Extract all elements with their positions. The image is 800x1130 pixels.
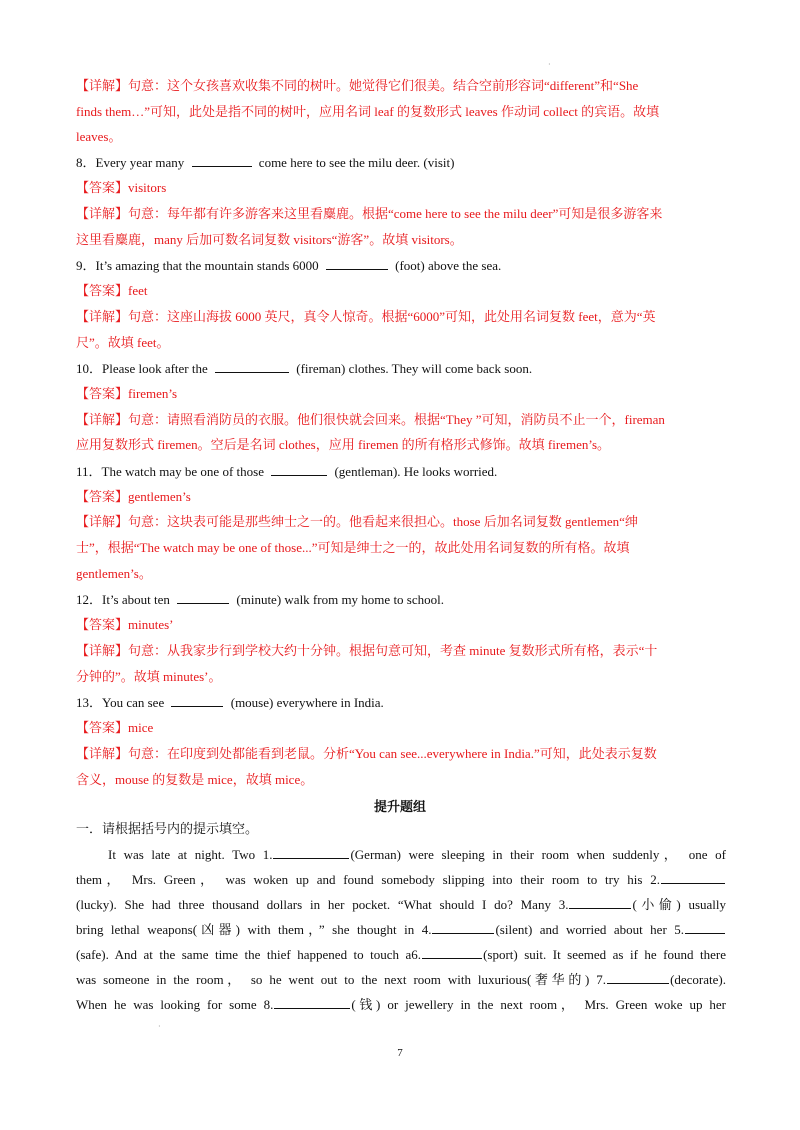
passage-text: It was late at night. Two 1.	[108, 847, 273, 862]
question-text: 13．You can see	[76, 695, 168, 710]
answer-blank	[274, 995, 350, 1009]
answer-line: 【详解】句意：这座山海拔 6000 英尺，真令人惊奇。根据“6000”可知，此处用名词复数 feet，意为“英	[76, 309, 656, 324]
answer-blank	[192, 153, 252, 167]
passage-text: When he was looking for some 8.	[76, 997, 274, 1012]
passage-text: (silent) and worried about her 5.	[495, 922, 684, 937]
answer-blank	[273, 845, 349, 859]
answer-blank	[171, 693, 223, 707]
question-text: 8．Every year many	[76, 155, 188, 170]
answer-line: gentlemen’s。	[76, 566, 152, 581]
instruction-line: 一．请根据括号内的提示填空。	[76, 821, 259, 836]
answer-line: 【详解】句意：这个女孩喜欢收集不同的树叶。她觉得它们很美。结合空前形容词“different”和“She	[76, 78, 639, 93]
question-line	[76, 359, 726, 378]
passage-text: (sport) suit. It seemed as if he found there	[483, 947, 726, 962]
question-line	[76, 153, 726, 172]
answer-line: 含义，mouse 的复数是 mice，故填 mice。	[76, 772, 314, 787]
answer-line: 【详解】句意：这块表可能是那些绅士之一的。他看起来很担心。those 后加名词复数 gentlemen“绅	[76, 514, 638, 529]
answer-line: 【答案】firemen’s	[76, 386, 178, 401]
passage-text: (German) were sleeping in their room when suddenly， one of	[350, 847, 726, 862]
answer-blank	[326, 256, 388, 270]
answer-line: 【详解】句意：在印度到处都能看到老鼠。分析“You can see...everywhere in India.”可知，此处表示复数	[76, 746, 657, 761]
answer-line: 分钟的”。故填 minutes’。	[76, 669, 222, 684]
answer-blank	[271, 462, 327, 476]
question-text: (mouse) everywhere in India.	[227, 695, 384, 710]
passage-line	[76, 995, 726, 1014]
passage-text: (小偷) usually	[632, 897, 726, 912]
answer-line: 【答案】mice	[76, 720, 154, 735]
scan-dot: ·	[548, 60, 551, 69]
scan-dot: ·	[158, 1022, 161, 1031]
passage-line	[76, 870, 726, 889]
section-heading: 提升题组	[373, 799, 426, 814]
answer-blank	[432, 920, 494, 934]
passage-line	[76, 920, 726, 939]
answer-blank	[422, 945, 482, 959]
passage-line	[76, 970, 726, 989]
answer-line: 【答案】feet	[76, 283, 148, 298]
question-text: 9．It’s amazing that the mountain stands 6000	[76, 258, 322, 273]
answer-blank	[177, 590, 229, 604]
answer-line: 士”，根据“The watch may be one of those...”可知是绅士之一的，故此处用名词复数的所有格。故填	[76, 540, 630, 555]
answer-line: 应用复数形式 firemen。空后是名词 clothes，应用 firemen 的所有格形式修饰。故填 firemen’s。	[76, 437, 611, 452]
page-number: 7	[397, 1047, 403, 1059]
question-text: (fireman) clothes. They will come back soon.	[293, 361, 533, 376]
answer-blank	[685, 920, 725, 934]
answer-blank	[661, 870, 725, 884]
answer-line: 【答案】gentlemen’s	[76, 489, 191, 504]
question-text: come here to see the milu deer. (visit)	[255, 155, 455, 170]
question-text: 12．It’s about ten	[76, 592, 174, 607]
answer-line: leaves。	[76, 129, 122, 144]
passage-text: (钱) or jewellery in the next room， Mrs. Green woke up her	[351, 997, 726, 1012]
question-line	[76, 590, 726, 609]
passage-text: was someone in the room， so he went out to the next room with luxurious(奢华的) 7.	[76, 972, 607, 987]
question-line	[76, 693, 726, 712]
answer-blank	[215, 359, 289, 373]
answer-line: finds them…”可知，此处是指不同的树叶，应用名词 leaf 的复数形式 leaves 作动词 collect 的宾语。故填	[76, 104, 660, 119]
answer-blank	[607, 970, 669, 984]
answer-line: 【答案】visitors	[76, 180, 167, 195]
passage-text: (lucky). She had three thousand dollars in her pocket. “What should I do? Many 3.	[76, 897, 569, 912]
question-text: 11．The watch may be one of those	[76, 464, 268, 479]
question-line	[76, 256, 726, 275]
answer-line: 【详解】句意：每年都有许多游客来这里看麋鹿。根据“come here to see the milu deer”可知是很多游客来	[76, 206, 663, 221]
question-text: 10．Please look after the	[76, 361, 212, 376]
question-text: (foot) above the sea.	[391, 258, 502, 273]
answer-line: 【详解】句意：从我家步行到学校大约十分钟。根据句意可知，考查 minute 复数形式所有格，表示“十	[76, 643, 658, 658]
passage-line	[76, 945, 726, 964]
passage-line	[76, 895, 726, 914]
passage-line	[76, 845, 726, 864]
answer-line: 尺”。故填 feet。	[76, 335, 170, 350]
answer-blank	[569, 895, 631, 909]
question-text: (minute) walk from my home to school.	[233, 592, 444, 607]
answer-line: 【答案】minutes’	[76, 617, 174, 632]
passage-text: (decorate).	[670, 972, 726, 987]
passage-text: them， Mrs. Green， was woken up and found somebody slipping into their room to try his 2.	[76, 872, 660, 887]
passage-text: bring lethal weapons(凶器) with them，” she thought in 4.	[76, 922, 432, 937]
answer-line: 这里看麋鹿，many 后加可数名词复数 visitors“游客”。故填 visitors。	[76, 232, 463, 247]
passage-text: (safe). And at the same time the thief happened to touch a6.	[76, 947, 422, 962]
question-line	[76, 462, 726, 481]
question-text: (gentleman). He looks worried.	[331, 464, 498, 479]
answer-line: 【详解】句意：请照看消防员的衣服。他们很快就会回来。根据“They ”可知，消防员不止一个，fireman	[76, 412, 665, 427]
